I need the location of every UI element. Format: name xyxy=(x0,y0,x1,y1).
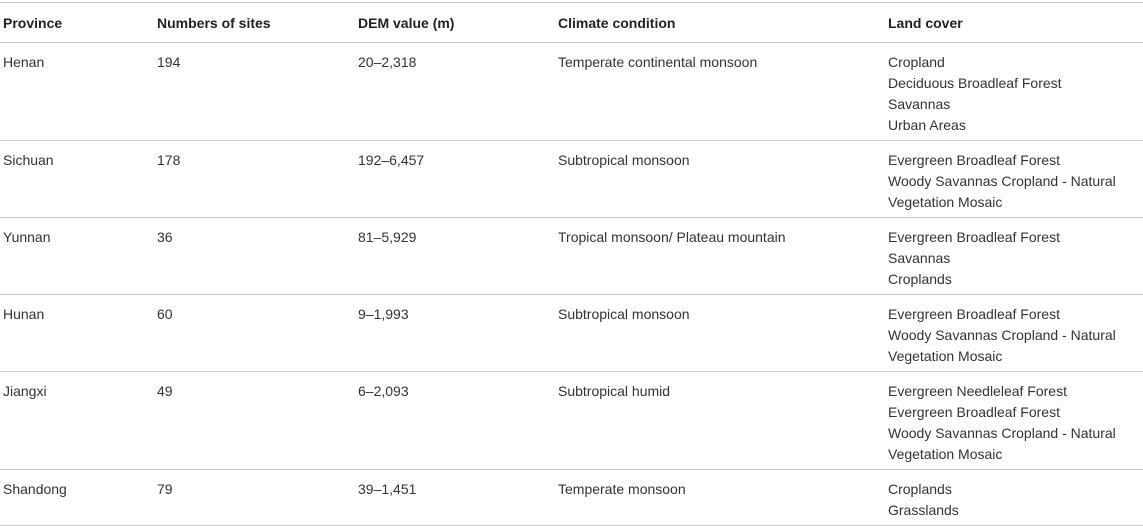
header-climate-condition: Climate condition xyxy=(558,15,676,31)
land-cover-item: Evergreen Needleleaf Forest xyxy=(888,383,1067,399)
table-row xyxy=(0,218,1143,295)
land-cover-item: Evergreen Broadleaf Forest xyxy=(888,229,1060,245)
cell-climate-condition: Subtropical monsoon xyxy=(558,306,690,322)
cell-number-of-sites: 49 xyxy=(157,383,173,399)
table-row xyxy=(0,470,1143,526)
cell-climate-condition: Subtropical monsoon xyxy=(558,152,690,168)
cell-dem-value: 6–2,093 xyxy=(358,383,409,399)
land-cover-item: Croplands xyxy=(888,271,952,287)
cell-climate-condition: Tropical monsoon/ Plateau mountain xyxy=(558,229,786,245)
cell-dem-value: 81–5,929 xyxy=(358,229,417,245)
land-cover-item: Evergreen Broadleaf Forest xyxy=(888,306,1060,322)
land-cover-item: Vegetation Mosaic xyxy=(888,446,1003,462)
table-row xyxy=(0,43,1143,141)
land-cover-item: Evergreen Broadleaf Forest xyxy=(888,404,1060,420)
cell-land-cover xyxy=(888,372,1143,470)
cell-province: Jiangxi xyxy=(3,383,47,399)
table-body xyxy=(0,43,1143,526)
cell-climate-condition: Temperate monsoon xyxy=(558,481,686,497)
header-province: Province xyxy=(3,15,63,31)
header-dem-value: DEM value (m) xyxy=(358,15,455,31)
land-cover-item: Woody Savannas Cropland - Natural xyxy=(888,173,1116,189)
cell-land-cover xyxy=(888,295,1143,372)
cell-climate-condition: Subtropical humid xyxy=(558,383,671,399)
table-header xyxy=(0,3,1143,43)
province-sites-table xyxy=(0,2,1143,526)
cell-province: Shandong xyxy=(3,481,67,497)
table-row xyxy=(0,372,1143,470)
cell-dem-value: 9–1,993 xyxy=(358,306,409,322)
cell-number-of-sites: 178 xyxy=(157,152,181,168)
header-land-cover: Land cover xyxy=(888,15,963,31)
land-cover-item: Deciduous Broadleaf Forest xyxy=(888,75,1062,91)
table-row xyxy=(0,295,1143,372)
cell-dem-value: 39–1,451 xyxy=(358,481,417,497)
land-cover-item: Vegetation Mosaic xyxy=(888,194,1003,210)
cell-number-of-sites: 194 xyxy=(157,54,181,70)
cell-number-of-sites: 79 xyxy=(157,481,173,497)
cell-province: Henan xyxy=(3,54,45,70)
land-cover-item: Croplands xyxy=(888,481,952,497)
cell-province: Sichuan xyxy=(3,152,54,168)
header-row xyxy=(0,3,1143,43)
land-cover-item: Savannas xyxy=(888,96,951,112)
cell-province: Yunnan xyxy=(3,229,51,245)
land-cover-item: Woody Savannas Cropland - Natural xyxy=(888,425,1116,441)
cell-land-cover xyxy=(888,141,1143,218)
cell-number-of-sites: 60 xyxy=(157,306,173,322)
land-cover-item: Cropland xyxy=(888,54,945,70)
land-cover-item: Vegetation Mosaic xyxy=(888,348,1003,364)
land-cover-item: Savannas xyxy=(888,250,951,266)
land-cover-item: Woody Savannas Cropland - Natural xyxy=(888,327,1116,343)
cell-dem-value: 20–2,318 xyxy=(358,54,417,70)
land-cover-item: Evergreen Broadleaf Forest xyxy=(888,152,1060,168)
cell-land-cover xyxy=(888,218,1143,295)
cell-province: Hunan xyxy=(3,306,45,322)
cell-number-of-sites: 36 xyxy=(157,229,173,245)
land-cover-item: Grasslands xyxy=(888,502,959,518)
table-row xyxy=(0,141,1143,218)
cell-land-cover xyxy=(888,470,1143,526)
cell-climate-condition: Temperate continental monsoon xyxy=(558,54,758,70)
cell-dem-value: 192–6,457 xyxy=(358,152,425,168)
cell-land-cover xyxy=(888,43,1143,141)
land-cover-item: Urban Areas xyxy=(888,117,966,133)
header-number-of-sites: Numbers of sites xyxy=(157,15,271,31)
